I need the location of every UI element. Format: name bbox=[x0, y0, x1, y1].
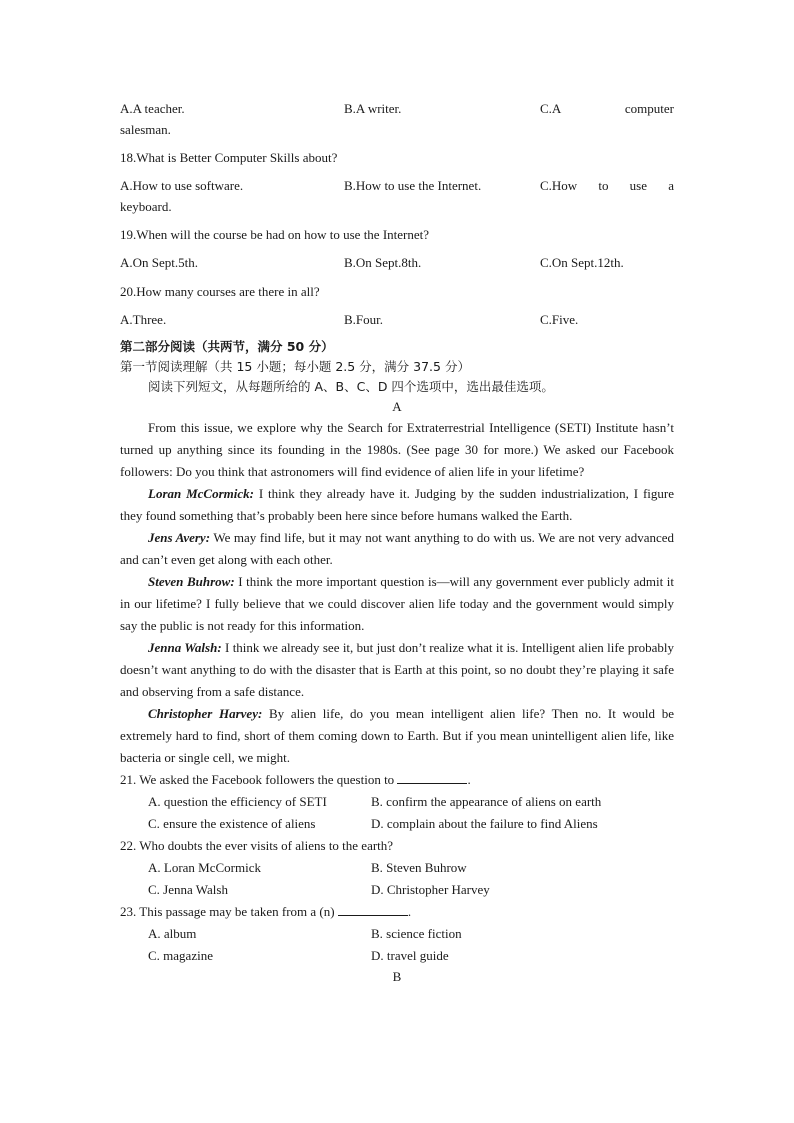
q20-options bbox=[120, 309, 674, 331]
q22-options-row2 bbox=[120, 879, 674, 901]
q18-option-c-continued: keyboard. bbox=[120, 199, 172, 214]
response-text: We may find life, but it may not want anything to do with us. We are not very advanced and can’t even get along with each other. bbox=[120, 530, 674, 567]
passage-a-intro: From this issue, we explore why the Search for Extraterrestrial Intelligence (SETI) Institute hasn’t turned up anything since its founding in the 1980s. (See page 30 for more.) We asked our Facebook followers: Do you think that astronomers will find evidence of alien life in your lifetime? bbox=[120, 420, 674, 479]
speaker-name: Christopher Harvey: bbox=[148, 706, 263, 721]
q23-option-d: D. travel guide bbox=[371, 948, 449, 963]
q22-option-d: D. Christopher Harvey bbox=[371, 882, 490, 897]
q19-option-c: C.On Sept.12th. bbox=[540, 255, 624, 270]
q19-option-b: B.On Sept.8th. bbox=[344, 255, 422, 270]
q17-option-a: A.A teacher. bbox=[120, 101, 185, 116]
response-paragraph bbox=[120, 703, 674, 769]
q20-question: 20.How many courses are there in all? bbox=[120, 284, 320, 299]
section2-subheading: 第一节阅读理解（共 15 小题；每小题 2.5 分，满分 37.5 分） bbox=[120, 359, 470, 374]
response-paragraph bbox=[120, 483, 674, 527]
q21-option-b: B. confirm the appearance of aliens on earth bbox=[371, 794, 602, 809]
q20-option-b: B.Four. bbox=[344, 312, 384, 327]
q22-option-c: C. Jenna Walsh bbox=[148, 882, 228, 897]
q18-option-b: B.How to use the Internet. bbox=[344, 178, 482, 193]
speaker-name: Steven Buhrow: bbox=[148, 574, 235, 589]
q23-options-row1 bbox=[120, 923, 674, 945]
section2-heading: 第二部分阅读（共两节，满分 50 分） bbox=[120, 339, 334, 354]
response-paragraph bbox=[120, 571, 674, 637]
answer-blank bbox=[397, 769, 467, 784]
section2-instruction: 阅读下列短文，从每题所给的 A、B、C、D 四个选项中，选出最佳选项。 bbox=[148, 379, 554, 394]
q17-options bbox=[120, 98, 674, 120]
page-content bbox=[120, 98, 674, 987]
q22-stem: 22. Who doubts the ever visits of aliens to the earth? bbox=[120, 838, 394, 853]
q21-option-c: C. ensure the existence of aliens bbox=[148, 816, 316, 831]
q22-option-a: A. Loran McCormick bbox=[148, 860, 262, 875]
q21-stem: 21. We asked the Facebook followers the question to . bbox=[120, 769, 674, 791]
q20-option-a: A.Three. bbox=[120, 312, 167, 327]
q21-option-d: D. complain about the failure to find Aliens bbox=[371, 816, 598, 831]
q23-option-c: C. magazine bbox=[148, 948, 213, 963]
passage-a-label: A bbox=[392, 399, 402, 414]
response-text: I think they already have it. Judging by the sudden industrialization, I figure they found something that’s probably been here since before humans walked the Earth. bbox=[120, 486, 674, 523]
response-text: I think the more important question is—will any government ever publicly admit it in our lifetime? I fully believe that we could discover alien life today and the government would simply say the public is not ready for this information. bbox=[120, 574, 674, 633]
q18-question: 18.What is Better Computer Skills about? bbox=[120, 150, 338, 165]
q22-option-b: B. Steven Buhrow bbox=[371, 860, 467, 875]
q17-option-c-continued: salesman. bbox=[120, 122, 171, 137]
passage-b-label: B bbox=[392, 969, 402, 984]
q23-option-b: B. science fiction bbox=[371, 926, 462, 941]
speaker-name: Jens Avery: bbox=[148, 530, 211, 545]
speaker-name: Loran McCormick: bbox=[148, 486, 254, 501]
q21-options-row1 bbox=[120, 791, 674, 813]
q23-stem: 23. This passage may be taken from a (n) . bbox=[120, 901, 674, 923]
q23-option-a: A. album bbox=[148, 926, 197, 941]
q18-options bbox=[120, 175, 674, 197]
answer-blank bbox=[338, 901, 408, 916]
response-text: I think we already see it, but just don’t realize what it is. Intelligent alien life probably doesn’t want anything to do with the disaster that is Earth at this point, so no doubt they’re playing it safe and observing from a safe distance. bbox=[120, 640, 674, 699]
q23-options-row2 bbox=[120, 945, 674, 967]
q21-options-row2 bbox=[120, 813, 674, 835]
response-paragraph bbox=[120, 637, 674, 703]
q22-options-row1 bbox=[120, 857, 674, 879]
q18-option-c: C.How to use a bbox=[540, 178, 674, 193]
q17-option-b: B.A writer. bbox=[344, 101, 402, 116]
q18-option-a: A.How to use software. bbox=[120, 178, 244, 193]
response-text: By alien life, do you mean intelligent alien life? Then no. It would be extremely hard to find, short of them coming down to Earth. But if you mean unintelligent alien life, like bacteria or single cell, we might. bbox=[120, 706, 674, 765]
response-paragraph bbox=[120, 527, 674, 571]
speaker-name: Jenna Walsh: bbox=[148, 640, 222, 655]
q20-option-c: C.Five. bbox=[540, 312, 579, 327]
q17-option-c: C.A computer bbox=[540, 101, 674, 116]
q19-question: 19.When will the course be had on how to use the Internet? bbox=[120, 227, 430, 242]
q19-option-a: A.On Sept.5th. bbox=[120, 255, 198, 270]
q19-options bbox=[120, 252, 674, 274]
q21-option-a: A. question the efficiency of SETI bbox=[148, 794, 327, 809]
